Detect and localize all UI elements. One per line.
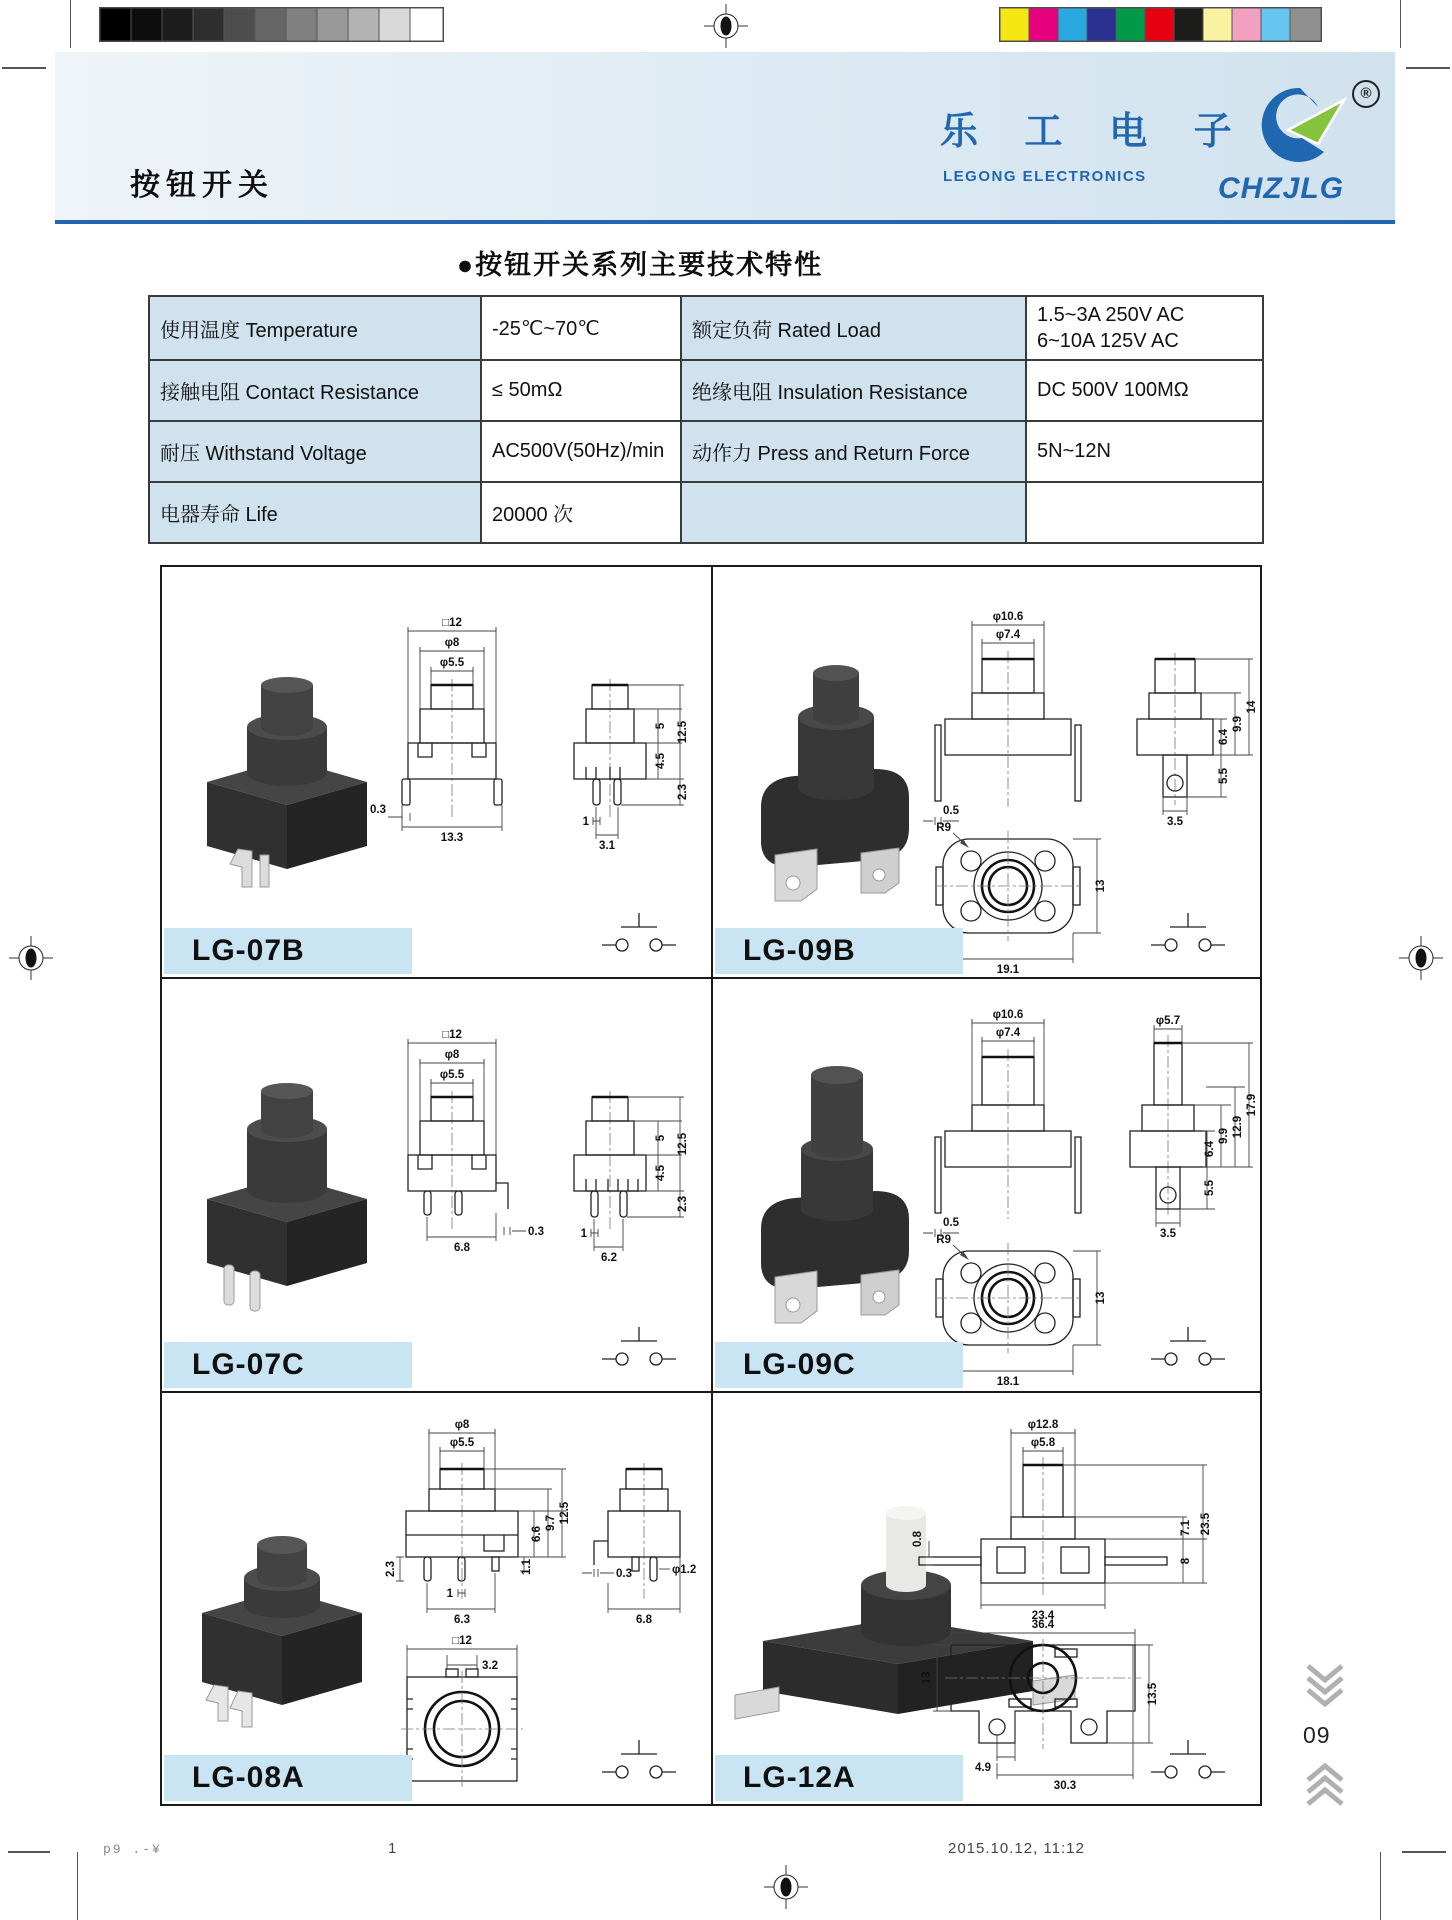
- color-calibration-bar: [999, 7, 1322, 42]
- dim-label: 23.5: [1200, 1512, 1212, 1536]
- dim-label: φ1.2: [672, 1564, 697, 1576]
- product-photo: [761, 1066, 909, 1323]
- crop-mark: [8, 1851, 50, 1853]
- footer-file-note: p9 .-¥: [103, 1842, 162, 1857]
- product-cell-lg-07b: [162, 567, 711, 977]
- dim-label: 23.4: [1031, 1610, 1055, 1622]
- spec-value: AC500V(50Hz)/min: [481, 421, 681, 482]
- dim-label: 14: [1246, 700, 1258, 714]
- dim-label: φ8: [454, 1419, 470, 1431]
- dim-label: 2.3: [677, 1196, 689, 1212]
- company-logo-icon: [1222, 82, 1372, 172]
- dim-label: 0.5: [943, 1217, 959, 1229]
- dim-label: R9: [936, 1234, 951, 1246]
- section-title: ●按钮开关系列主要技术特性: [456, 250, 824, 280]
- dim-label: R9: [936, 822, 951, 834]
- dim-label: 2.3: [677, 784, 689, 800]
- dim-label: 5.5: [1204, 1180, 1216, 1196]
- spec-value: [1026, 482, 1263, 543]
- dim-label: φ10.6: [992, 1009, 1024, 1021]
- header-divider: [55, 220, 1395, 224]
- dim-label: 12.9: [1232, 1115, 1244, 1139]
- model-label: [715, 1342, 963, 1388]
- product-grid: [160, 565, 1262, 1806]
- dim-label: 1: [580, 1228, 587, 1240]
- dim-label: 2.3: [385, 1561, 397, 1577]
- dim-label: φ10.6: [992, 611, 1024, 623]
- table-row: [149, 360, 1263, 421]
- footer-sheet-number: 1: [388, 1840, 397, 1857]
- side-view: [1137, 653, 1258, 828]
- model-label: [164, 1755, 412, 1801]
- pushbutton-circuit-symbol: [1151, 1740, 1225, 1778]
- dim-label: φ5.5: [449, 1437, 475, 1449]
- dim-label: 3.2: [482, 1660, 498, 1672]
- spec-label: 电器寿命 Life: [149, 482, 481, 543]
- model-label: [164, 1342, 412, 1388]
- page-title: 按钮开关: [130, 169, 274, 202]
- product-cell-lg-09b: [713, 567, 1260, 977]
- dim-label: 19.1: [996, 964, 1020, 976]
- pushbutton-circuit-symbol: [602, 1327, 676, 1365]
- dim-label: 4.5: [655, 1165, 667, 1181]
- spec-label: 接触电阻 Contact Resistance: [149, 360, 481, 421]
- dim-label: 4.9: [975, 1762, 991, 1774]
- model-name: LG-09B: [743, 934, 856, 967]
- spec-value: -25℃~70℃: [481, 296, 681, 360]
- model-name: LG-12A: [743, 1761, 856, 1794]
- product-cell-lg-07c: [162, 979, 711, 1391]
- grayscale-calibration-bar: [99, 7, 444, 42]
- brand-logo-text: CHZJLG: [1218, 172, 1344, 205]
- model-name: LG-09C: [743, 1348, 856, 1381]
- dim-label: φ7.4: [995, 1027, 1021, 1039]
- dim-label: φ5.5: [439, 657, 465, 669]
- footer-datetime: 2015.10.12, 11:12: [948, 1840, 1085, 1857]
- dim-label: φ8: [444, 1049, 460, 1061]
- dim-label: 0.3: [616, 1568, 632, 1580]
- product-cell-lg-12a: [713, 1393, 1260, 1804]
- dim-label: 13: [921, 1671, 933, 1685]
- front-view: [923, 611, 1081, 825]
- pushbutton-circuit-symbol: [1151, 913, 1225, 951]
- side-view: [582, 1463, 696, 1626]
- dim-label: □12: [442, 617, 462, 629]
- front-view: [408, 1029, 544, 1254]
- dim-label: 0.3: [370, 804, 386, 816]
- spec-value: 20000 次: [481, 482, 681, 543]
- crop-mark: [1406, 67, 1450, 69]
- pushbutton-circuit-symbol: [602, 913, 676, 951]
- dim-label: □12: [452, 1635, 472, 1647]
- model-name: LG-08A: [192, 1761, 305, 1794]
- dim-label: 13.5: [1147, 1682, 1159, 1706]
- dim-label: φ5.5: [439, 1069, 465, 1081]
- dim-label: φ5.8: [1030, 1437, 1056, 1449]
- brand-name-cn: 乐 工 电 子: [940, 111, 1250, 153]
- dim-label: 9.9: [1232, 716, 1244, 732]
- model-label: [164, 928, 412, 974]
- dim-label: 4.5: [655, 753, 667, 769]
- dim-label: 6.8: [454, 1242, 470, 1254]
- table-row: [149, 482, 1263, 543]
- table-row: [149, 296, 1263, 360]
- crop-mark: [77, 1852, 78, 1920]
- dim-label: 1: [446, 1588, 453, 1600]
- side-view: [574, 679, 689, 852]
- product-photo: [207, 1083, 367, 1311]
- model-label: [715, 1755, 963, 1801]
- dim-label: 0.5: [943, 805, 959, 817]
- dim-label: 6.8: [636, 1614, 652, 1626]
- product-photo: [735, 1506, 1075, 1719]
- dim-label: 8: [1180, 1557, 1192, 1565]
- technical-drawing-lg-07c: [162, 979, 711, 1391]
- top-view: [401, 1635, 523, 1787]
- spec-value: 5N~12N: [1026, 421, 1263, 482]
- dim-label: 5: [655, 722, 667, 730]
- dim-label: φ12.8: [1027, 1419, 1059, 1431]
- dim-label: 3.1: [599, 840, 615, 852]
- crop-mark: [1400, 0, 1401, 48]
- dim-label: 9.9: [1218, 1128, 1230, 1144]
- model-label: [715, 928, 963, 974]
- dim-label: 6.6: [531, 1526, 543, 1542]
- pushbutton-circuit-symbol: [602, 1740, 676, 1778]
- product-cell-lg-08a: [162, 1393, 711, 1804]
- spec-value: DC 500V 100MΩ: [1026, 360, 1263, 421]
- dim-label: 0.3: [528, 1226, 544, 1238]
- crop-mark: [70, 0, 71, 48]
- dim-label: 0.8: [912, 1531, 924, 1547]
- chevrons-down-icon: [1302, 1662, 1348, 1714]
- brand-name-en: LEGONG ELECTRONICS: [943, 168, 1147, 185]
- dim-label: 6.4: [1204, 1141, 1216, 1157]
- page-number: 09: [1303, 1722, 1331, 1748]
- dim-label: 17.9: [1246, 1093, 1258, 1117]
- spec-label: 耐压 Withstand Voltage: [149, 421, 481, 482]
- spec-value: ≤ 50mΩ: [481, 360, 681, 421]
- product-photo: [202, 1536, 362, 1727]
- dim-label: 1: [582, 816, 589, 828]
- crop-mark: [1402, 1851, 1446, 1853]
- dim-label: 1.1: [521, 1559, 533, 1575]
- spec-label: 绝缘电阻 Insulation Resistance: [681, 360, 1026, 421]
- dim-label: 13: [1095, 1291, 1107, 1305]
- registration-mark: [9, 936, 53, 980]
- technical-drawing-lg-09b: [713, 567, 1260, 977]
- front-view: [385, 1419, 571, 1626]
- crop-mark: [1380, 1852, 1381, 1920]
- dim-label: 12.5: [677, 1132, 689, 1156]
- front-view: [912, 1419, 1212, 1622]
- spec-label: 额定负荷 Rated Load: [681, 296, 1026, 360]
- dim-label: 5.5: [1218, 768, 1230, 784]
- registration-mark: [764, 1865, 808, 1909]
- product-photo: [761, 665, 909, 901]
- spec-value-line: 6~10A 125V AC: [1037, 330, 1179, 352]
- technical-drawing-lg-08a: [162, 1393, 711, 1804]
- model-name: LG-07C: [192, 1348, 305, 1381]
- dim-label: 6.2: [601, 1252, 617, 1264]
- dim-label: 3.5: [1160, 1228, 1176, 1240]
- crop-mark: [2, 67, 46, 69]
- spec-label: [681, 482, 1026, 543]
- registered-trademark-icon: ®: [1352, 80, 1380, 108]
- dim-label: 12.5: [559, 1501, 571, 1525]
- dim-label: φ7.4: [995, 629, 1021, 641]
- dim-label: 12.5: [677, 720, 689, 744]
- front-view: [923, 1009, 1081, 1237]
- spec-label: 使用温度 Temperature: [149, 296, 481, 360]
- dim-label: 13: [1095, 879, 1107, 893]
- technical-drawing-lg-09c: [713, 979, 1260, 1391]
- product-photo: [207, 677, 367, 887]
- model-name: LG-07B: [192, 934, 305, 967]
- side-view: [1130, 1015, 1258, 1240]
- spec-value: [1026, 296, 1263, 360]
- dim-label: 36.4: [1031, 1619, 1055, 1631]
- front-view: [370, 617, 502, 844]
- dim-label: 7.1: [1180, 1520, 1192, 1536]
- spec-label: 动作力 Press and Return Force: [681, 421, 1026, 482]
- dim-label: 5: [655, 1134, 667, 1142]
- dim-label: 30.3: [1053, 1780, 1077, 1792]
- dim-label: φ5.7: [1155, 1015, 1181, 1027]
- registration-mark: [1399, 936, 1443, 980]
- dim-label: □12: [442, 1029, 462, 1041]
- table-row: [149, 421, 1263, 482]
- chevrons-up-icon: [1302, 1762, 1348, 1814]
- dim-label: 9.7: [545, 1515, 557, 1531]
- dim-label: 3.5: [1167, 816, 1183, 828]
- dim-label: φ8: [444, 637, 460, 649]
- dim-label: 18.1: [996, 1376, 1020, 1388]
- registration-mark: [704, 4, 748, 48]
- dim-label: 13.3: [440, 832, 464, 844]
- side-view: [574, 1091, 689, 1264]
- product-cell-lg-09c: [713, 979, 1260, 1391]
- spec-table: [148, 295, 1264, 544]
- technical-drawing-lg-12a: [713, 1393, 1260, 1804]
- pushbutton-circuit-symbol: [1151, 1327, 1225, 1365]
- technical-drawing-lg-07b: [162, 567, 711, 977]
- dim-label: 6.4: [1218, 729, 1230, 745]
- spec-value-line: 1.5~3A 250V AC: [1037, 304, 1185, 326]
- dim-label: 6.3: [454, 1614, 470, 1626]
